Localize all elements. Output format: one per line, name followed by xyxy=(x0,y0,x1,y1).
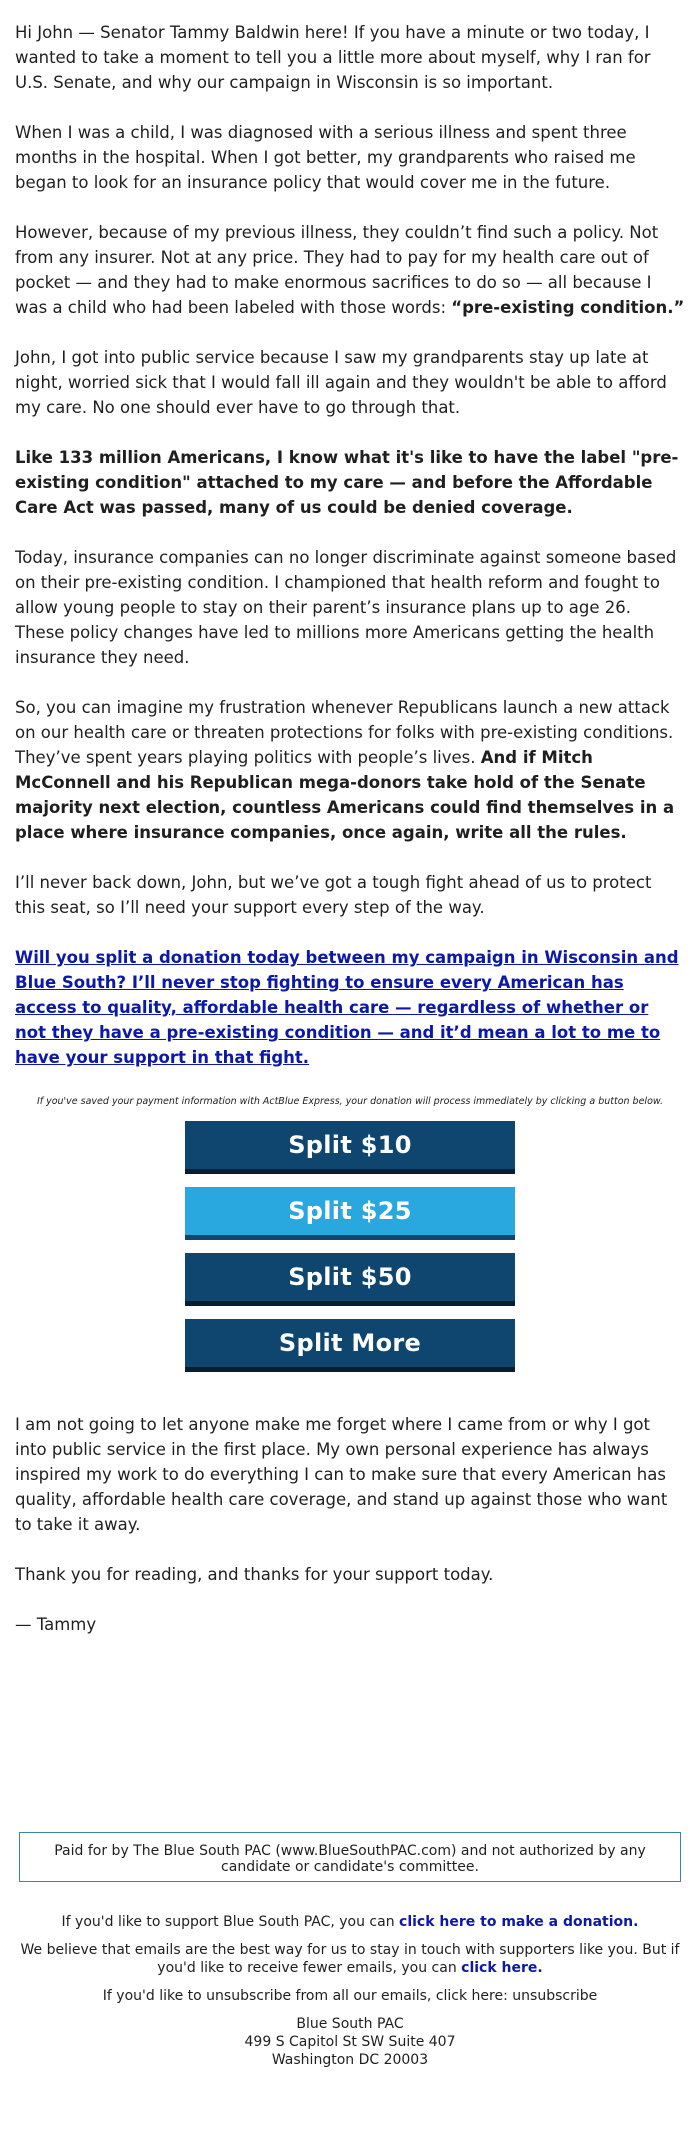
split-50-button[interactable]: Split $50 xyxy=(185,1253,515,1306)
fewer-emails-text: We believe that emails are the best way for us to stay in touch with supporters like you. But if you'd like to receive fewer emails, you can xyxy=(20,1942,680,1976)
republicans-text: So, you can imagine my frustration whenever Republicans launch a new attack on our health care or threaten protections for folks with pre-existing conditions. They’ve spent years playing politics with people’s lives. xyxy=(15,698,674,767)
mailing-address xyxy=(15,2015,685,2069)
org-name: Blue South PAC xyxy=(296,2016,404,2032)
donation-ask-link[interactable]: Will you split a donation today between my campaign in Wisconsin and Blue South? I’ll never stop fighting to ensure every American has access to quality, affordable health care — regardless of whether or not they have a pre-existing condition — and it’d mean a lot to me to have your support in that fight. xyxy=(15,948,679,1067)
republicans-paragraph xyxy=(15,695,685,845)
pre-existing-phrase: “pre-existing condition.” xyxy=(451,298,685,317)
ask-paragraph xyxy=(15,945,685,1070)
unsubscribe-line xyxy=(15,1987,685,2005)
make-donation-link[interactable]: click here to make a donation. xyxy=(399,1914,639,1930)
actblue-express-note: If you've saved your payment information with ActBlue Express, your donation will process immediately by clicking a button below. xyxy=(36,1096,664,1107)
email-body xyxy=(15,20,685,1662)
split-more-button[interactable]: Split More xyxy=(185,1319,515,1372)
fewer-emails-line xyxy=(15,1941,685,1977)
donation-buttons xyxy=(15,1121,685,1372)
unsubscribe-link[interactable]: unsubscribe xyxy=(512,1988,598,2004)
public-service-paragraph: John, I got into public service because I saw my grandparents stay up late at night, worried sick that I would fall ill again and they wouldn't be able to afford my care. No one should ever have to go through that. xyxy=(15,348,667,417)
support-line xyxy=(15,1913,685,1931)
city-state-zip: Washington DC 20003 xyxy=(271,2052,429,2068)
split-10-button[interactable]: Split $10 xyxy=(185,1121,515,1174)
americans-paragraph xyxy=(15,445,685,520)
greeting-paragraph: Hi John — Senator Tammy Baldwin here! If you have a minute or two today, I wanted to take a moment to tell you a little more about myself, why I ran for U.S. Senate, and why our campaign in Wisconsin is so important. xyxy=(15,23,651,92)
signoff: — Tammy xyxy=(15,1615,97,1634)
email-footer xyxy=(15,1913,685,2069)
support-text: If you'd like to support Blue South PAC, you can xyxy=(61,1914,400,1930)
fewer-emails-link[interactable]: click here. xyxy=(461,1960,543,1976)
paid-for-disclaimer: Paid for by The Blue South PAC (www.BlueSouthPAC.com) and not authorized by any candidate or candidate's committee. xyxy=(19,1832,681,1882)
mcconnell-bold-text: And if Mitch McConnell and his Republican mega-donors take hold of the Senate majority next election, countless Americans could find themselves in a place where insurance companies, once again, write all the rules. xyxy=(15,748,675,842)
street-address: 499 S Capitol St SW Suite 407 xyxy=(244,2034,456,2050)
unsubscribe-text: If you'd like to unsubscribe from all our emails, click here: xyxy=(102,1988,513,2004)
illness-paragraph: When I was a child, I was diagnosed with a serious illness and spent three months in the hospital. When I got better, my grandparents who raised me began to look for an insurance policy that would cover me in the future. xyxy=(15,123,636,192)
americans-bold-text: Like 133 million Americans, I know what it's like to have the label "pre-existing condition" attached to my care — and before the Affordable Care Act was passed, many of us could be denied coverage. xyxy=(15,448,679,517)
fight-paragraph: I’ll never back down, John, but we’ve got a tough fight ahead of us to protect this seat, so I’ll need your support every step of the way. xyxy=(15,873,652,917)
closing-paragraph: I am not going to let anyone make me forget where I came from or why I got into public service in the first place. My own personal experience has always inspired my work to do everything I can to make sure that every American has quality, affordable health care coverage, and stand up against those who want to take it away. xyxy=(15,1415,668,1534)
policy-text: However, because of my previous illness, they couldn’t find such a policy. Not from any insurer. Not at any price. They had to pay for my health care out of pocket — and they had to make enormous sacrifices to do so — all because I was a child who had been labeled with those words: xyxy=(15,223,659,317)
split-25-button[interactable]: Split $25 xyxy=(185,1187,515,1240)
thanks-paragraph: Thank you for reading, and thanks for your support today. xyxy=(15,1565,494,1584)
policy-paragraph xyxy=(15,220,685,320)
insurance-paragraph: Today, insurance companies can no longer discriminate against someone based on their pre-existing condition. I championed that health reform and fought to allow young people to stay on their parent’s insurance plans up to age 26. These policy changes have led to millions more Americans getting the health insurance they need. xyxy=(15,548,677,667)
